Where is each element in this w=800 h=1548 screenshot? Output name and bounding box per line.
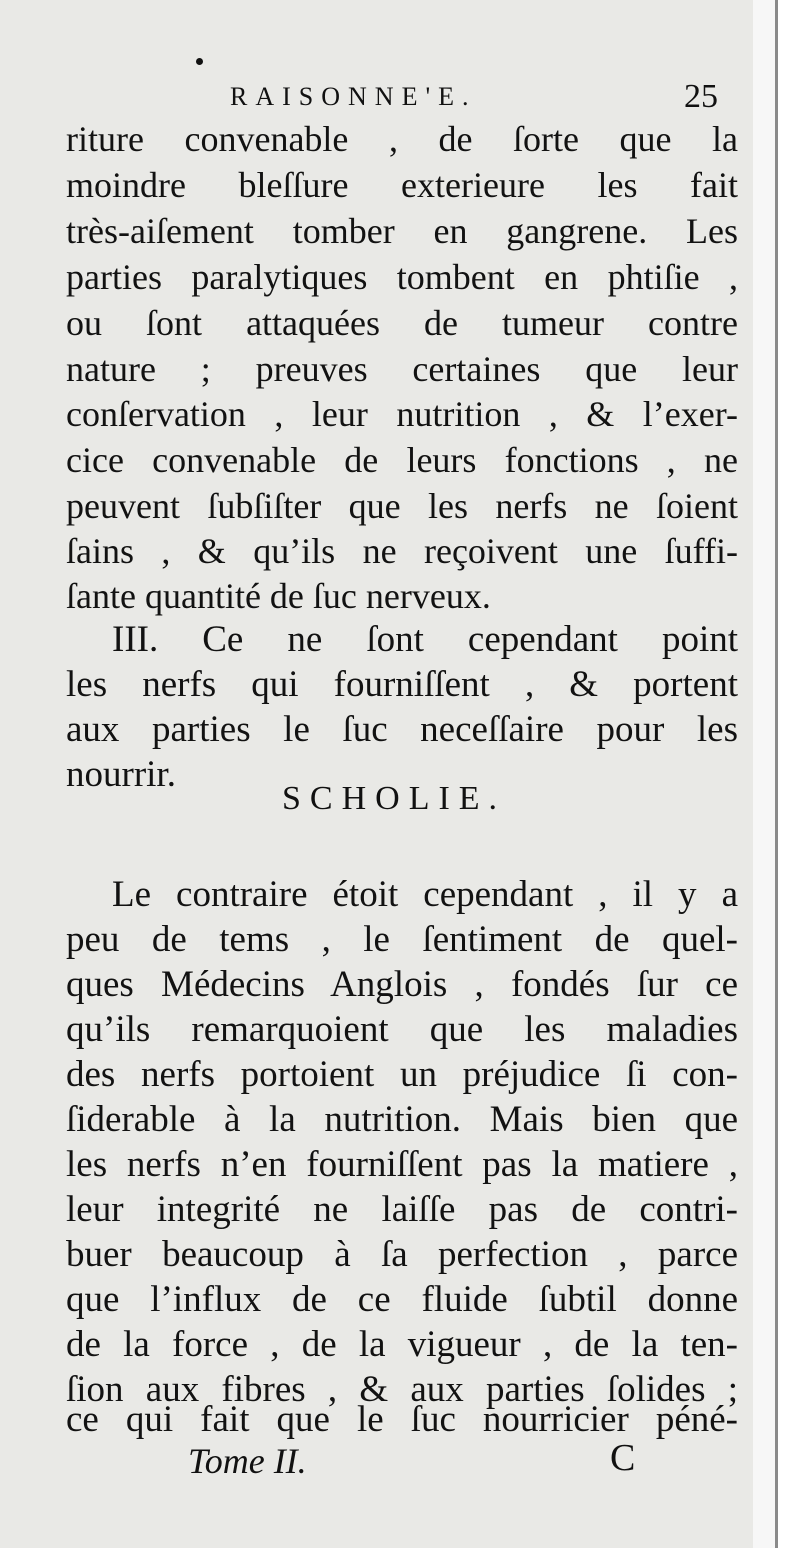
text-line: ques Médecins Anglois , fondés ſur ce xyxy=(66,964,738,1005)
text-line: nature ; preuves certaines que leur xyxy=(66,349,738,389)
volume-footer: Tome II. xyxy=(188,1441,307,1481)
text-line: peuvent ſubſiſter que les nerfs ne ſoient xyxy=(66,486,738,526)
text-line: conſervation , leur nutrition , & l’exer- xyxy=(66,394,738,434)
text-line: buer beaucoup à ſa perfection , parce xyxy=(66,1234,738,1275)
article-first-line: III. Ce ne ſont cependant point xyxy=(112,619,738,660)
text-line: très-aiſement tomber en gangrene. Les xyxy=(66,211,738,251)
text-line: ſains , & qu’ils ne reçoivent une ſuffi- xyxy=(66,531,738,571)
text-line: qu’ils remarquoient que les maladies xyxy=(66,1009,738,1050)
text-line: les nerfs qui fourniſſent , & portent xyxy=(66,664,738,705)
text-line: ou ſont attaquées de tumeur contre xyxy=(66,303,738,343)
text-line: des nerfs portoient un préjudice ſi con- xyxy=(66,1054,738,1095)
section-heading: SCHOLIE. xyxy=(282,780,507,817)
text-line: moindre bleſſure exterieure les fait xyxy=(66,165,738,205)
page-edge xyxy=(753,0,775,1548)
text-line: parties paralytiques tombent en phtiſie , xyxy=(66,257,738,297)
text-line: les nerfs n’en fourniſſent pas la matiere , xyxy=(66,1144,738,1185)
text-line: peu de tems , le ſentiment de quel- xyxy=(66,919,738,960)
printer-mark xyxy=(196,58,203,65)
signature-mark: C xyxy=(610,1437,636,1479)
text-line: nourrir. xyxy=(66,754,176,795)
text-line: ſiderable à la nutrition. Mais bien que xyxy=(66,1099,738,1140)
text-line: ſion aux fibres , & aux parties ſolides ; xyxy=(66,1369,738,1410)
text-line: ſante quantité de ſuc nerveux. xyxy=(66,576,491,616)
text-line: leur integrité ne laiſſe pas de contri- xyxy=(66,1189,738,1230)
running-title: RAISONNE'E. xyxy=(230,82,477,111)
text-line: de la force , de la vigueur , de la ten- xyxy=(66,1324,738,1365)
text-line: que l’influx de ce fluide ſubtil donne xyxy=(66,1279,738,1320)
text-line: Le contraire étoit cependant , il y a xyxy=(112,874,738,915)
text-line: ce qui fait que le ſuc nourricier péné- xyxy=(66,1399,738,1440)
page-number: 25 xyxy=(684,78,718,115)
text-line: cice convenable de leurs fonctions , ne xyxy=(66,440,738,480)
text-line: riture convenable , de ſorte que la xyxy=(66,119,738,159)
text-line: aux parties le ſuc neceſſaire pour les xyxy=(66,709,738,750)
